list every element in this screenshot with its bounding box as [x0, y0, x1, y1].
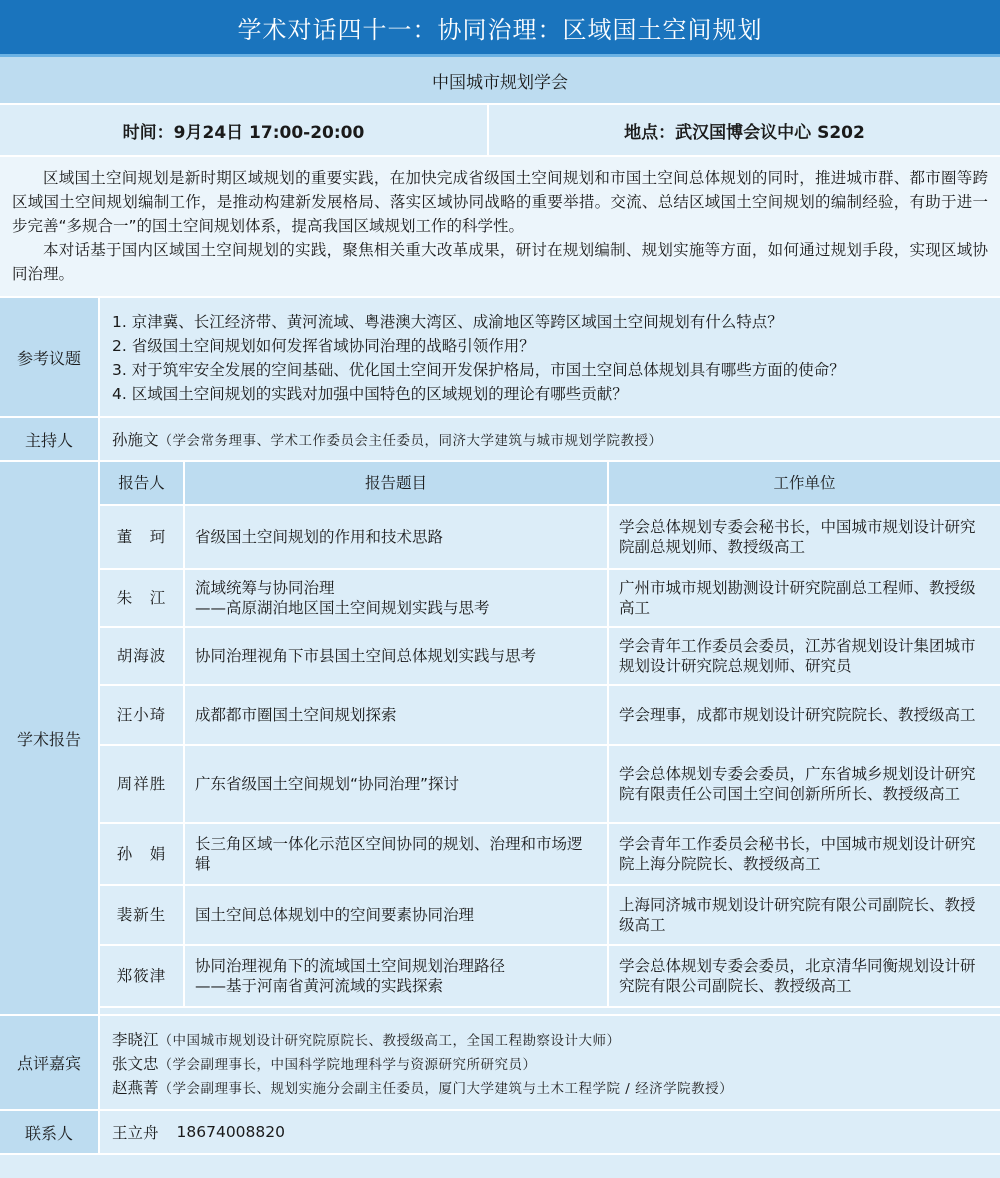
table-header-row: [100, 462, 1000, 505]
speaker-name: 裴新生: [100, 885, 184, 945]
reviewer-name: 张文忠: [112, 1055, 159, 1073]
event-time: 时间：9月24日 17:00-20:00: [0, 105, 489, 155]
reports-label: 学术报告: [0, 462, 100, 1014]
speaker-org: 学会青年工作委员会委员，江苏省规划设计集团城市规划设计研究院总规划师、研究员: [608, 627, 1000, 685]
table-row: [100, 685, 1000, 745]
report-title: [184, 885, 608, 945]
speaker-name: 胡海波: [100, 627, 184, 685]
table-row: [100, 627, 1000, 685]
host-section: [0, 418, 1000, 462]
speaker-name: 孙 娟: [100, 823, 184, 885]
reviewer-item: [112, 1053, 988, 1077]
report-title: [184, 685, 608, 745]
report-title-line: 广东省级国土空间规划“协同治理”探讨: [195, 775, 460, 793]
report-title: [184, 505, 608, 569]
reviewer-item: [112, 1029, 988, 1053]
report-title-line: 协同治理视角下的流域国土空间规划治理路径: [195, 957, 506, 975]
reviewers-label: 点评嘉宾: [0, 1016, 100, 1109]
header-title: 报告题目: [184, 462, 608, 505]
reviewer-desc: （学会副理事长，中国科学院地理科学与资源研究所研究员）: [158, 1057, 537, 1073]
intro-paragraph: 本对话基于国内区域国土空间规划的实践，聚焦相关重大改革成果，研讨在规划编制、规划实施等方面，如何通过规划手段，实现区域协同治理。: [12, 241, 988, 283]
reviewer-desc: （学会副理事长、规划实施分会副主任委员，厦门大学建筑与土木工程学院 / 经济学院教授）: [158, 1081, 734, 1097]
report-title: [184, 823, 608, 885]
speaker-name: 朱 江: [100, 569, 184, 627]
report-title: [184, 945, 608, 1007]
report-title-line: 成都都市圈国土空间规划探索: [195, 706, 397, 724]
speaker-org: 学会总体规划专委会秘书长，中国城市规划设计研究院副总规划师、教授级高工: [608, 505, 1000, 569]
host-desc: （学会常务理事、学术工作委员会主任委员，同济大学建筑与城市规划学院教授）: [158, 433, 663, 449]
report-title-line: ——高原湖泊地区国土空间规划实践与思考: [195, 599, 490, 617]
table-row: [100, 745, 1000, 823]
table-row: [100, 569, 1000, 627]
reports-table-wrap: [100, 462, 1000, 1014]
table-row: [100, 505, 1000, 569]
speaker-org: 上海同济城市规划设计研究院有限公司副院长、教授级高工: [608, 885, 1000, 945]
speaker-org: 学会总体规划专委会委员，北京清华同衡规划设计研究院有限公司副院长、教授级高工: [608, 945, 1000, 1007]
topic-item: 4. 区域国土空间规划的实践对加强中国特色的区域规划的理论有哪些贡献？: [112, 385, 628, 403]
table-row: [100, 945, 1000, 1007]
report-title-line: 长三角区域一体化示范区空间协同的规划、治理和市场逻辑: [195, 835, 583, 873]
page-title: 学术对话四十一：协同治理：区域国土空间规划: [0, 0, 1000, 57]
topics-list: [100, 298, 1000, 416]
time-place-row: [0, 105, 1000, 157]
speaker-org: 学会总体规划专委会委员，广东省城乡规划设计研究院有限责任公司国土空间创新所所长、教授级高工: [608, 745, 1000, 823]
reviewer-desc: （中国城市规划设计研究院原院长、教授级高工，全国工程勘察设计大师）: [158, 1033, 621, 1049]
speaker-name: 郑筱津: [100, 945, 184, 1007]
report-title: [184, 627, 608, 685]
contact-label: 联系人: [0, 1111, 100, 1153]
host-label: 主持人: [0, 418, 100, 460]
speaker-name: 周祥胜: [100, 745, 184, 823]
report-title-line: 国土空间总体规划中的空间要素协同治理: [195, 906, 475, 924]
report-title: [184, 569, 608, 627]
reviewer-name: 赵燕菁: [112, 1079, 159, 1097]
report-title-line: ——基于河南省黄河流域的实践探索: [195, 977, 444, 995]
report-title-line: 省级国土空间规划的作用和技术思路: [195, 528, 444, 546]
contact-phone: 18674008820: [176, 1123, 285, 1141]
speaker-org: 学会理事，成都市规划设计研究院院长、教授级高工: [608, 685, 1000, 745]
host-content: [100, 418, 1000, 460]
topic-item: 3. 对于筑牢安全发展的空间基础、优化国土空间开发保护格局，市国土空间总体规划具有哪些方面的使命？: [112, 361, 845, 379]
reviewer-name: 李晓江: [112, 1031, 159, 1049]
speaker-name: 汪小琦: [100, 685, 184, 745]
contact-content: [100, 1111, 1000, 1153]
speaker-org: 学会青年工作委员会秘书长，中国城市规划设计研究院上海分院院长、教授级高工: [608, 823, 1000, 885]
reviewers-section: [0, 1016, 1000, 1111]
report-title-line: 流域统筹与协同治理: [195, 579, 335, 597]
topic-item: 2. 省级国土空间规划如何发挥省域协同治理的战略引领作用？: [112, 337, 535, 355]
reports-section: [0, 462, 1000, 1016]
header-speaker: 报告人: [100, 462, 184, 505]
report-title: [184, 745, 608, 823]
table-row: [100, 823, 1000, 885]
topic-item: 1. 京津冀、长江经济带、黄河流域、粤港澳大湾区、成渝地区等跨区域国土空间规划有什么特点？: [112, 313, 783, 331]
topics-label: 参考议题: [0, 298, 100, 416]
intro-text: [0, 157, 1000, 298]
report-title-line: 协同治理视角下市县国土空间总体规划实践与思考: [195, 647, 537, 665]
header-org: 工作单位: [608, 462, 1000, 505]
reviewers-list: [100, 1016, 1000, 1109]
speaker-name: 董 珂: [100, 505, 184, 569]
table-row: [100, 885, 1000, 945]
contact-name: 王立舟: [112, 1124, 159, 1142]
host-name: 孙施文: [112, 431, 159, 449]
topics-section: [0, 298, 1000, 418]
speaker-org: 广州市城市规划勘测设计研究院副总工程师、教授级高工: [608, 569, 1000, 627]
event-place: 地点：武汉国博会议中心 S202: [489, 105, 1000, 155]
organizer: 中国城市规划学会: [0, 57, 1000, 105]
intro-paragraph: 区域国土空间规划是新时期区域规划的重要实践，在加快完成省级国土空间规划和市国土空间总体规划的同时，推进城市群、都市圈等跨区域国土空间规划编制工作，是推动构建新发展格局、落实区域协同战略的重要举措。交流、总结区域国土空间规划的编制经验，有助于进一步完善“多规合一”的国土空间规划体系，提高我国区域规划工作的科学性。: [12, 169, 988, 235]
contact-section: [0, 1111, 1000, 1155]
reviewer-item: [112, 1077, 988, 1101]
reports-table: [100, 462, 1000, 1008]
